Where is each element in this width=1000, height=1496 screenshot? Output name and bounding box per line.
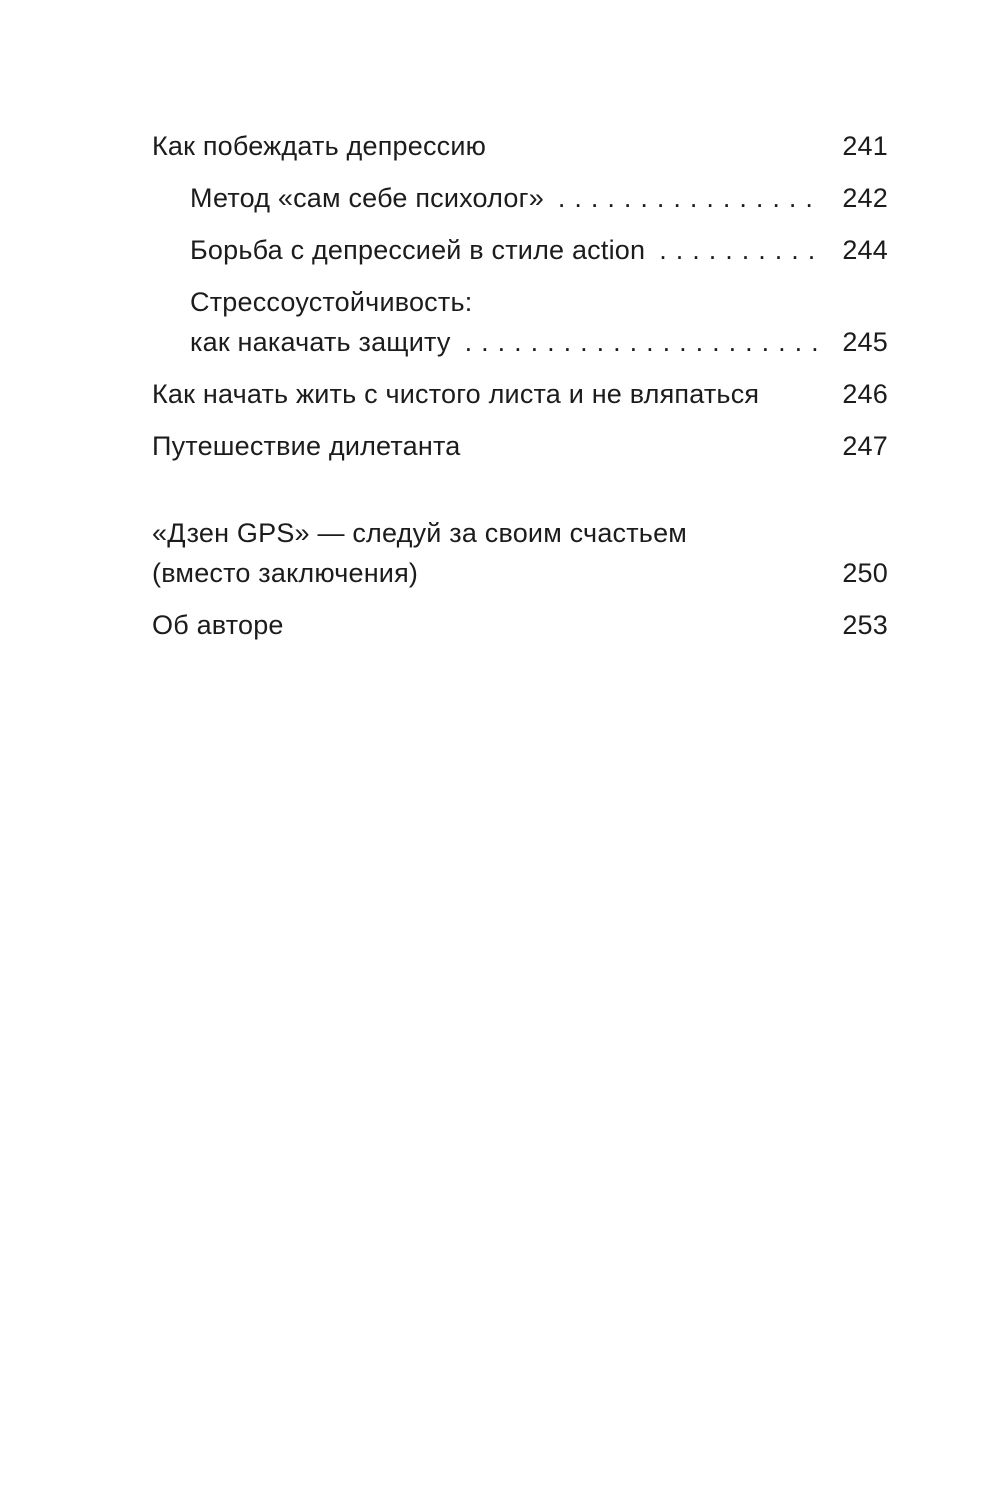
toc-entry-label: Как начать жить с чистого листа и не вляпаться — [152, 379, 760, 409]
toc-entry — [152, 374, 888, 414]
toc-entry-label-continued: (вместо заключения) — [152, 558, 419, 588]
toc-entry-label: Борьба с депрессией в стиле action — [190, 235, 646, 265]
toc-entry-label: Как побеждать депрессию — [152, 131, 487, 161]
page-number: 247 — [842, 431, 888, 461]
page-number: 245 — [842, 327, 888, 357]
toc-entry — [152, 178, 888, 218]
toc-entry — [152, 513, 888, 593]
page-number: 241 — [842, 131, 888, 161]
page-number: 250 — [842, 558, 888, 588]
page-number: 253 — [842, 610, 888, 640]
page-number: 242 — [842, 183, 888, 213]
toc-entry — [152, 426, 888, 466]
toc-entry — [152, 230, 888, 270]
dot-leader — [659, 230, 824, 270]
toc-entry-label: Путешествие дилетанта — [152, 431, 461, 461]
toc-entry — [152, 282, 888, 362]
toc-entry-label: Стрессоустойчивость: — [190, 287, 473, 317]
toc-entry-label-continued: как накачать защиту — [190, 327, 451, 357]
toc-entry — [152, 126, 888, 166]
table-of-contents — [0, 0, 1000, 645]
page-number: 244 — [842, 235, 888, 265]
dot-leader — [558, 178, 824, 218]
toc-entry-label: Метод «сам себе психолог» — [190, 183, 544, 213]
toc-entry-label: «Дзен GPS» — следуй за своим счастьем — [152, 518, 688, 548]
page-number: 246 — [842, 379, 888, 409]
dot-leader — [465, 322, 824, 362]
toc-entry-label: Об авторе — [152, 610, 284, 640]
toc-entry — [152, 605, 888, 645]
